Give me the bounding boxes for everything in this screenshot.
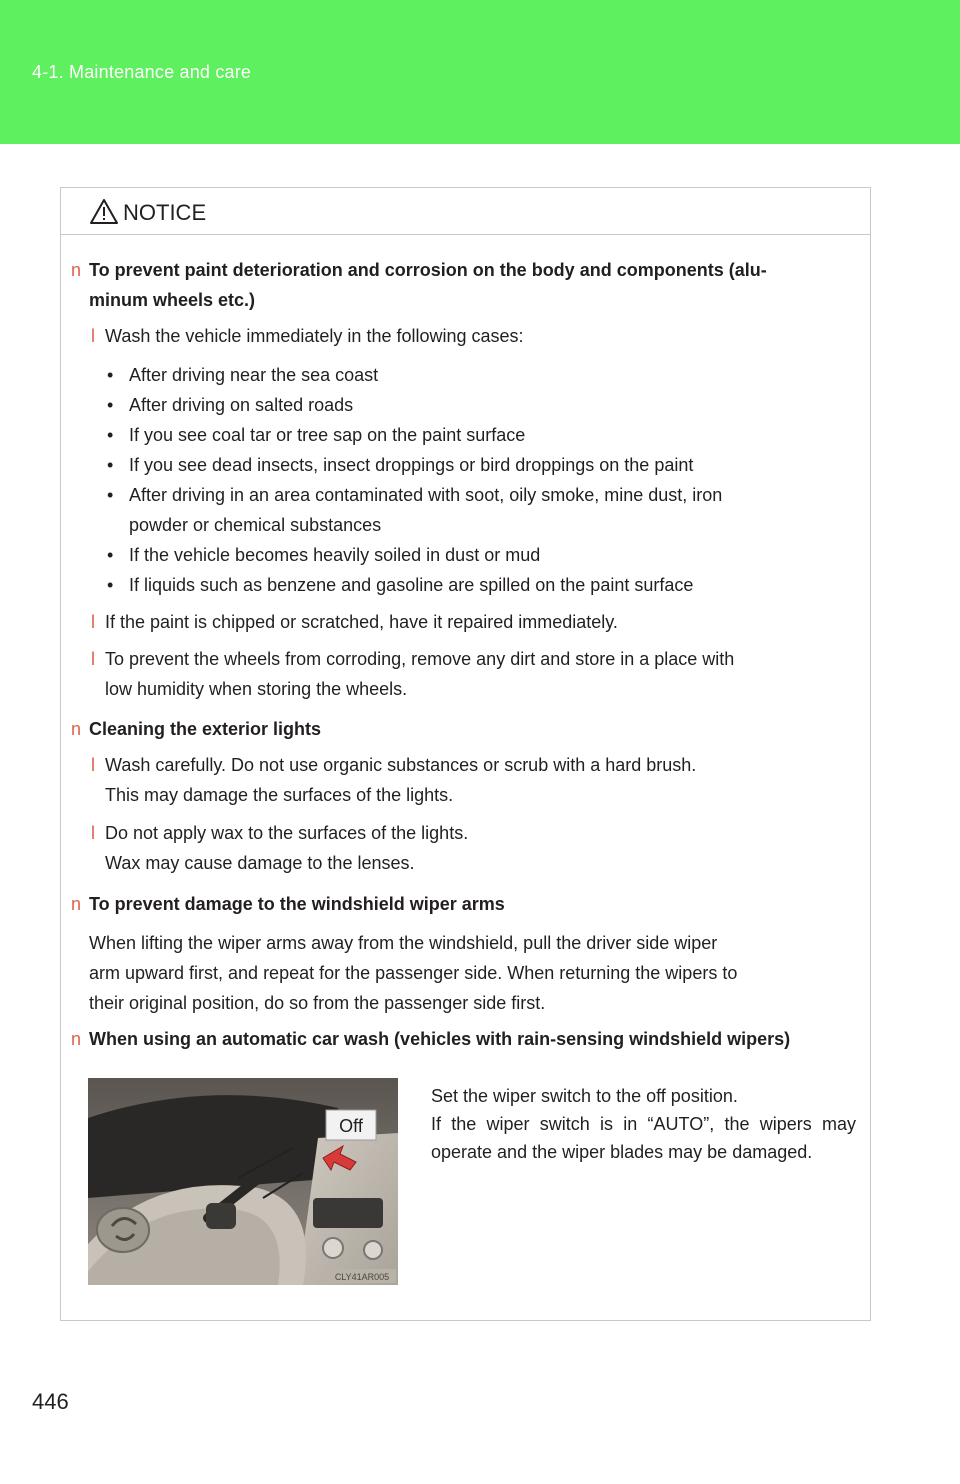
- wiper-heading: n To prevent damage to the windshield wiper arms: [71, 891, 861, 917]
- wiper-switch-photo: [88, 1078, 398, 1285]
- page-header: [0, 0, 960, 144]
- lights-wax-cont: Wax may cause damage to the lenses.: [105, 853, 415, 873]
- warning-triangle-icon: [89, 198, 119, 225]
- wash-intro: l Wash the vehicle immediately in the following cases:: [91, 321, 861, 351]
- notice-header: [61, 188, 870, 235]
- case-item: • If liquids such as benzene and gasoline are spilled on the paint surface: [107, 575, 694, 595]
- section-title: 4-1. Maintenance and care: [32, 62, 252, 82]
- case-item: • If the vehicle becomes heavily soiled in dust or mud: [107, 545, 541, 565]
- case-item: • If you see dead insects, insect droppings or bird droppings on the paint: [107, 455, 694, 475]
- bullet-marker-icon: n: [71, 894, 82, 914]
- carwash-caption: [431, 1082, 856, 1166]
- wheels-item: l To prevent the wheels from corroding, remove any dirt and store in a place with: [91, 644, 861, 674]
- dashboard-illustration: [88, 1078, 398, 1285]
- paint-heading: n To prevent paint deterioration and corrosion on the body and components (alu-: [71, 257, 861, 283]
- case-item-cont: powder or chemical substances: [129, 515, 382, 535]
- wheels-item-cont: low humidity when storing the wheels.: [105, 679, 408, 699]
- lights-wash-item: l Wash carefully. Do not use organic substances or scrub with a hard brush.: [91, 750, 861, 780]
- sub-bullet-icon: l: [91, 649, 95, 669]
- wiper-body-line: their original position, do so from the passenger side first.: [89, 993, 546, 1013]
- case-item: • After driving near the sea coast: [107, 365, 379, 385]
- sub-bullet-icon: l: [91, 326, 95, 346]
- notice-title: NOTICE: [123, 200, 207, 225]
- off-label: Off: [339, 1116, 363, 1136]
- wiper-body-line: When lifting the wiper arms away from the windshield, pull the driver side wiper: [89, 933, 718, 953]
- chipped-paint-item: l If the paint is chipped or scratched, have it repaired immediately.: [91, 607, 861, 637]
- paint-heading-cont: minum wheels etc.): [89, 290, 256, 310]
- case-item: • After driving in an area contaminated with soot, oily smoke, mine dust, iron: [107, 485, 723, 505]
- bullet-marker-icon: n: [71, 260, 82, 280]
- caption-line-1: Set the wiper switch to the off position.: [431, 1086, 738, 1106]
- case-item: • After driving on salted roads: [107, 395, 354, 415]
- lights-heading: n Cleaning the exterior lights: [71, 716, 861, 742]
- sub-bullet-icon: l: [91, 755, 95, 775]
- page-number: 446: [32, 1389, 69, 1414]
- lights-wax-item: l Do not apply wax to the surfaces of the lights.: [91, 818, 861, 848]
- caption-line-2: If the wiper switch is in “AUTO”, the wipers may operate and the wiper blades may be damaged.: [431, 1114, 856, 1162]
- carwash-heading: n When using an automatic car wash (vehicles with rain-sensing windshield wipers): [71, 1026, 871, 1052]
- case-item: • If you see coal tar or tree sap on the paint surface: [107, 425, 526, 445]
- bullet-marker-icon: n: [71, 1029, 82, 1049]
- lights-wash-cont: This may damage the surfaces of the lights.: [105, 785, 454, 805]
- notice-box: [60, 187, 871, 1321]
- sub-bullet-icon: l: [91, 612, 95, 632]
- photo-code: CLY41AR005: [334, 1272, 390, 1282]
- sub-bullet-icon: l: [91, 823, 95, 843]
- wiper-body-line: arm upward first, and repeat for the passenger side. When returning the wipers to: [89, 963, 738, 983]
- bullet-marker-icon: n: [71, 719, 82, 739]
